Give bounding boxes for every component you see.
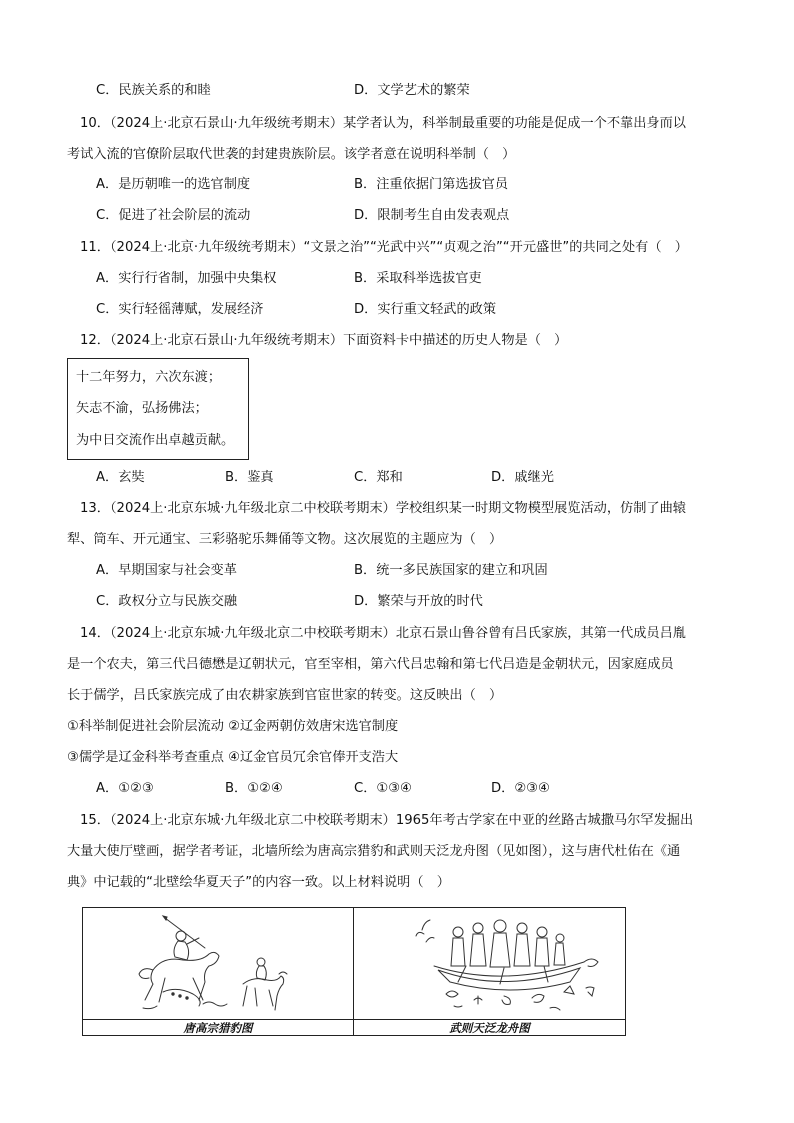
q10-stem-line2: 考试入流的官僚阶层取代世袭的封建贵族阶层。该学者意在说明科举制（ ）: [67, 147, 516, 162]
q13-stem-line2: 犁、筒车、开元通宝、三彩骆驼乐舞俑等文物。这次展览的主题应为（ ）: [67, 532, 503, 547]
q9-option-d: D．文学艺术的繁荣: [354, 83, 470, 98]
q14-option-d: D．②③④: [491, 781, 550, 796]
q12-stem-line1: 12．（2024上·北京石景山·九年级统考期末）下面资料卡中描述的历史人物是（ ）: [80, 333, 568, 348]
q11-option-c: C．实行轻徭薄赋，发展经济: [96, 302, 264, 317]
q15-stem-line1: 15．（2024上·北京东城·九年级北京二中校联考期末）1965年考古学家在中亚的丝路古城撒马尔罕发掘出: [80, 813, 694, 828]
q12-option-b: B．鉴真: [225, 470, 274, 485]
q11-stem-line1: 11．（2024上·北京·九年级统考期末）“文景之治”“光武中兴”“贞观之治”“开元盛世”的共同之处有（ ）: [80, 240, 688, 255]
q12-data-card: [67, 358, 249, 460]
q13-stem-line1: 13．（2024上·北京东城·九年级北京二中校联考期末）学校组织某一时期文物模型展览活动，仿制了曲辕: [80, 501, 686, 516]
q12-option-d: D．戚继光: [491, 470, 554, 485]
q11-option-b: B．采取科举选拔官吏: [354, 271, 482, 286]
q10-stem-line1: 10．（2024上·北京石景山·九年级统考期末）某学者认为，科举制最重要的功能是促成一个不靠出身而以: [80, 116, 686, 131]
q10-option-c: C．促进了社会阶层的流动: [96, 208, 251, 223]
q11-option-a: A．实行行省制，加强中央集权: [96, 271, 277, 286]
q14-option-b: B．①②④: [225, 781, 283, 796]
hunting-sketch-icon: [83, 908, 353, 1019]
card-line-2: 矢志不渝，弘扬佛法；: [76, 401, 208, 416]
q14-option-c: C．①③④: [354, 781, 412, 796]
figure-caption-left: 唐高宗猎豹图: [83, 1019, 353, 1038]
q15-stem-line2: 大量大使厅壁画，据学者考证，北墙所绘为唐高宗猎豹和武则天泛龙舟图（见如图），这与唐代杜佑在《通: [67, 844, 681, 859]
q13-option-d: D．繁荣与开放的时代: [354, 594, 483, 609]
q14-items-line2: ③儒学是辽金科举考查重点 ④辽金官员冗余官俸开支浩大: [67, 750, 399, 765]
q13-option-a: A．早期国家与社会变革: [96, 563, 237, 578]
q14-stem-line1: 14．（2024上·北京东城·九年级北京二中校联考期末）北京石景山鲁谷曾有吕氏家族，其第一代成员吕胤: [80, 626, 686, 641]
q10-option-a: A．是历朝唯一的选官制度: [96, 177, 251, 192]
q10-option-d: D．限制考生自由发表观点: [354, 208, 510, 223]
q14-stem-line2: 是一个农夫，第三代吕德懋是辽朝状元，官至宰相，第六代吕忠翰和第七代吕造是金朝状元，因家庭成员: [67, 657, 674, 672]
q13-option-b: B．统一多民族国家的建立和巩固: [354, 563, 548, 578]
dragon-boat-illustration: [354, 908, 625, 1019]
q15-stem-line3: 典》中记载的“北壁绘华夏天子”的内容一致。以上材料说明（ ）: [67, 875, 450, 890]
q12-option-a: A．玄奘: [96, 470, 145, 485]
card-line-3: 为中日交流作出卓越贡献。: [76, 433, 235, 448]
figure-caption-right: 武则天泛龙舟图: [354, 1019, 625, 1038]
q14-option-a: A．①②③: [96, 781, 154, 796]
q9-option-c: C．民族关系的和睦: [96, 83, 211, 98]
card-line-1: 十二年努力，六次东渡；: [76, 370, 222, 385]
q15-figure-table: [82, 907, 626, 1036]
q12-option-c: C．郑和: [354, 470, 403, 485]
q14-stem-line3: 长于儒学，吕氏家族完成了由农耕家族到官宦世家的转变。这反映出（ ）: [67, 688, 503, 703]
dragon-boat-sketch-icon: [354, 908, 625, 1019]
q10-option-b: B．注重依据门第选拔官员: [354, 177, 509, 192]
q11-option-d: D．实行重文轻武的政策: [354, 302, 497, 317]
q14-items-line1: ①科举制促进社会阶层流动 ②辽金两朝仿效唐宋选官制度: [67, 719, 399, 734]
hunting-leopard-illustration: [83, 908, 353, 1019]
q13-option-c: C．政权分立与民族交融: [96, 594, 238, 609]
